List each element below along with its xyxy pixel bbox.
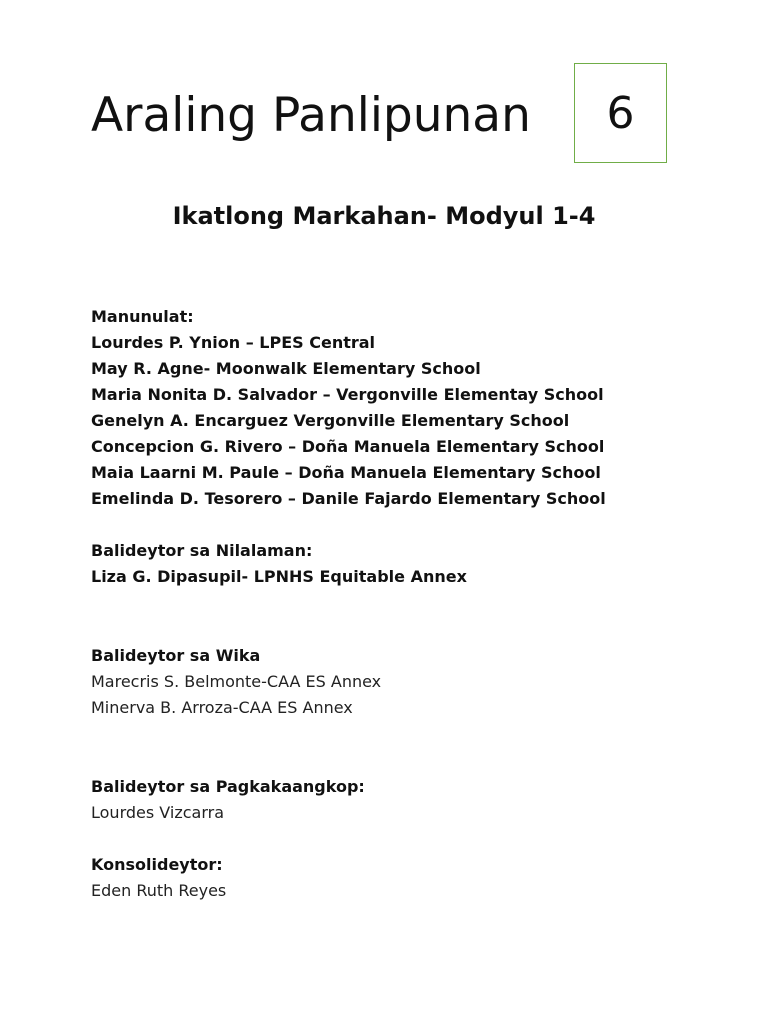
adaptation-validator-entry: Lourdes Vizcarra — [91, 803, 224, 822]
content-validator-entry: Liza G. Dipasupil- LPNHS Equitable Annex — [91, 567, 467, 586]
consolidator-label: Konsolideytor: — [91, 855, 223, 874]
content-validator-label: Balideytor sa Nilalaman: — [91, 541, 313, 560]
writer-entry: Lourdes P. Ynion – LPES Central — [91, 333, 376, 352]
consolidator-section — [91, 852, 226, 904]
language-validator-entry: Minerva B. Arroza-CAA ES Annex — [91, 698, 353, 717]
language-validator-entry: Marecris S. Belmonte-CAA ES Annex — [91, 672, 382, 691]
quarter-module-subtitle: Ikatlong Markahan- Modyul 1-4 — [172, 202, 596, 230]
writer-entry: Emelinda D. Tesorero – Danile Fajardo Elementary School — [91, 489, 606, 508]
adaptation-validator-section — [91, 774, 365, 826]
writer-entry: Genelyn A. Encarguez Vergonville Elementary School — [91, 411, 570, 430]
consolidator-entry: Eden Ruth Reyes — [91, 881, 227, 900]
adaptation-validator-label: Balideytor sa Pagkakaangkop: — [91, 777, 365, 796]
writer-entry: Maia Laarni M. Paule – Doña Manuela Elementary School — [91, 463, 601, 482]
writers-section — [91, 304, 606, 512]
document-title: Araling Panlipunan — [91, 88, 531, 143]
grade-number: 6 — [606, 87, 635, 139]
language-validator-label: Balideytor sa Wika — [91, 646, 261, 665]
writer-entry: May R. Agne- Moonwalk Elementary School — [91, 359, 481, 378]
writer-entry: Concepcion G. Rivero – Doña Manuela Elementary School — [91, 437, 605, 456]
writers-label: Manunulat: — [91, 307, 194, 326]
language-validator-section — [91, 643, 381, 721]
content-validator-section — [91, 538, 467, 590]
grade-box — [574, 63, 667, 163]
writer-entry: Maria Nonita D. Salvador – Vergonville Elementay School — [91, 385, 604, 404]
